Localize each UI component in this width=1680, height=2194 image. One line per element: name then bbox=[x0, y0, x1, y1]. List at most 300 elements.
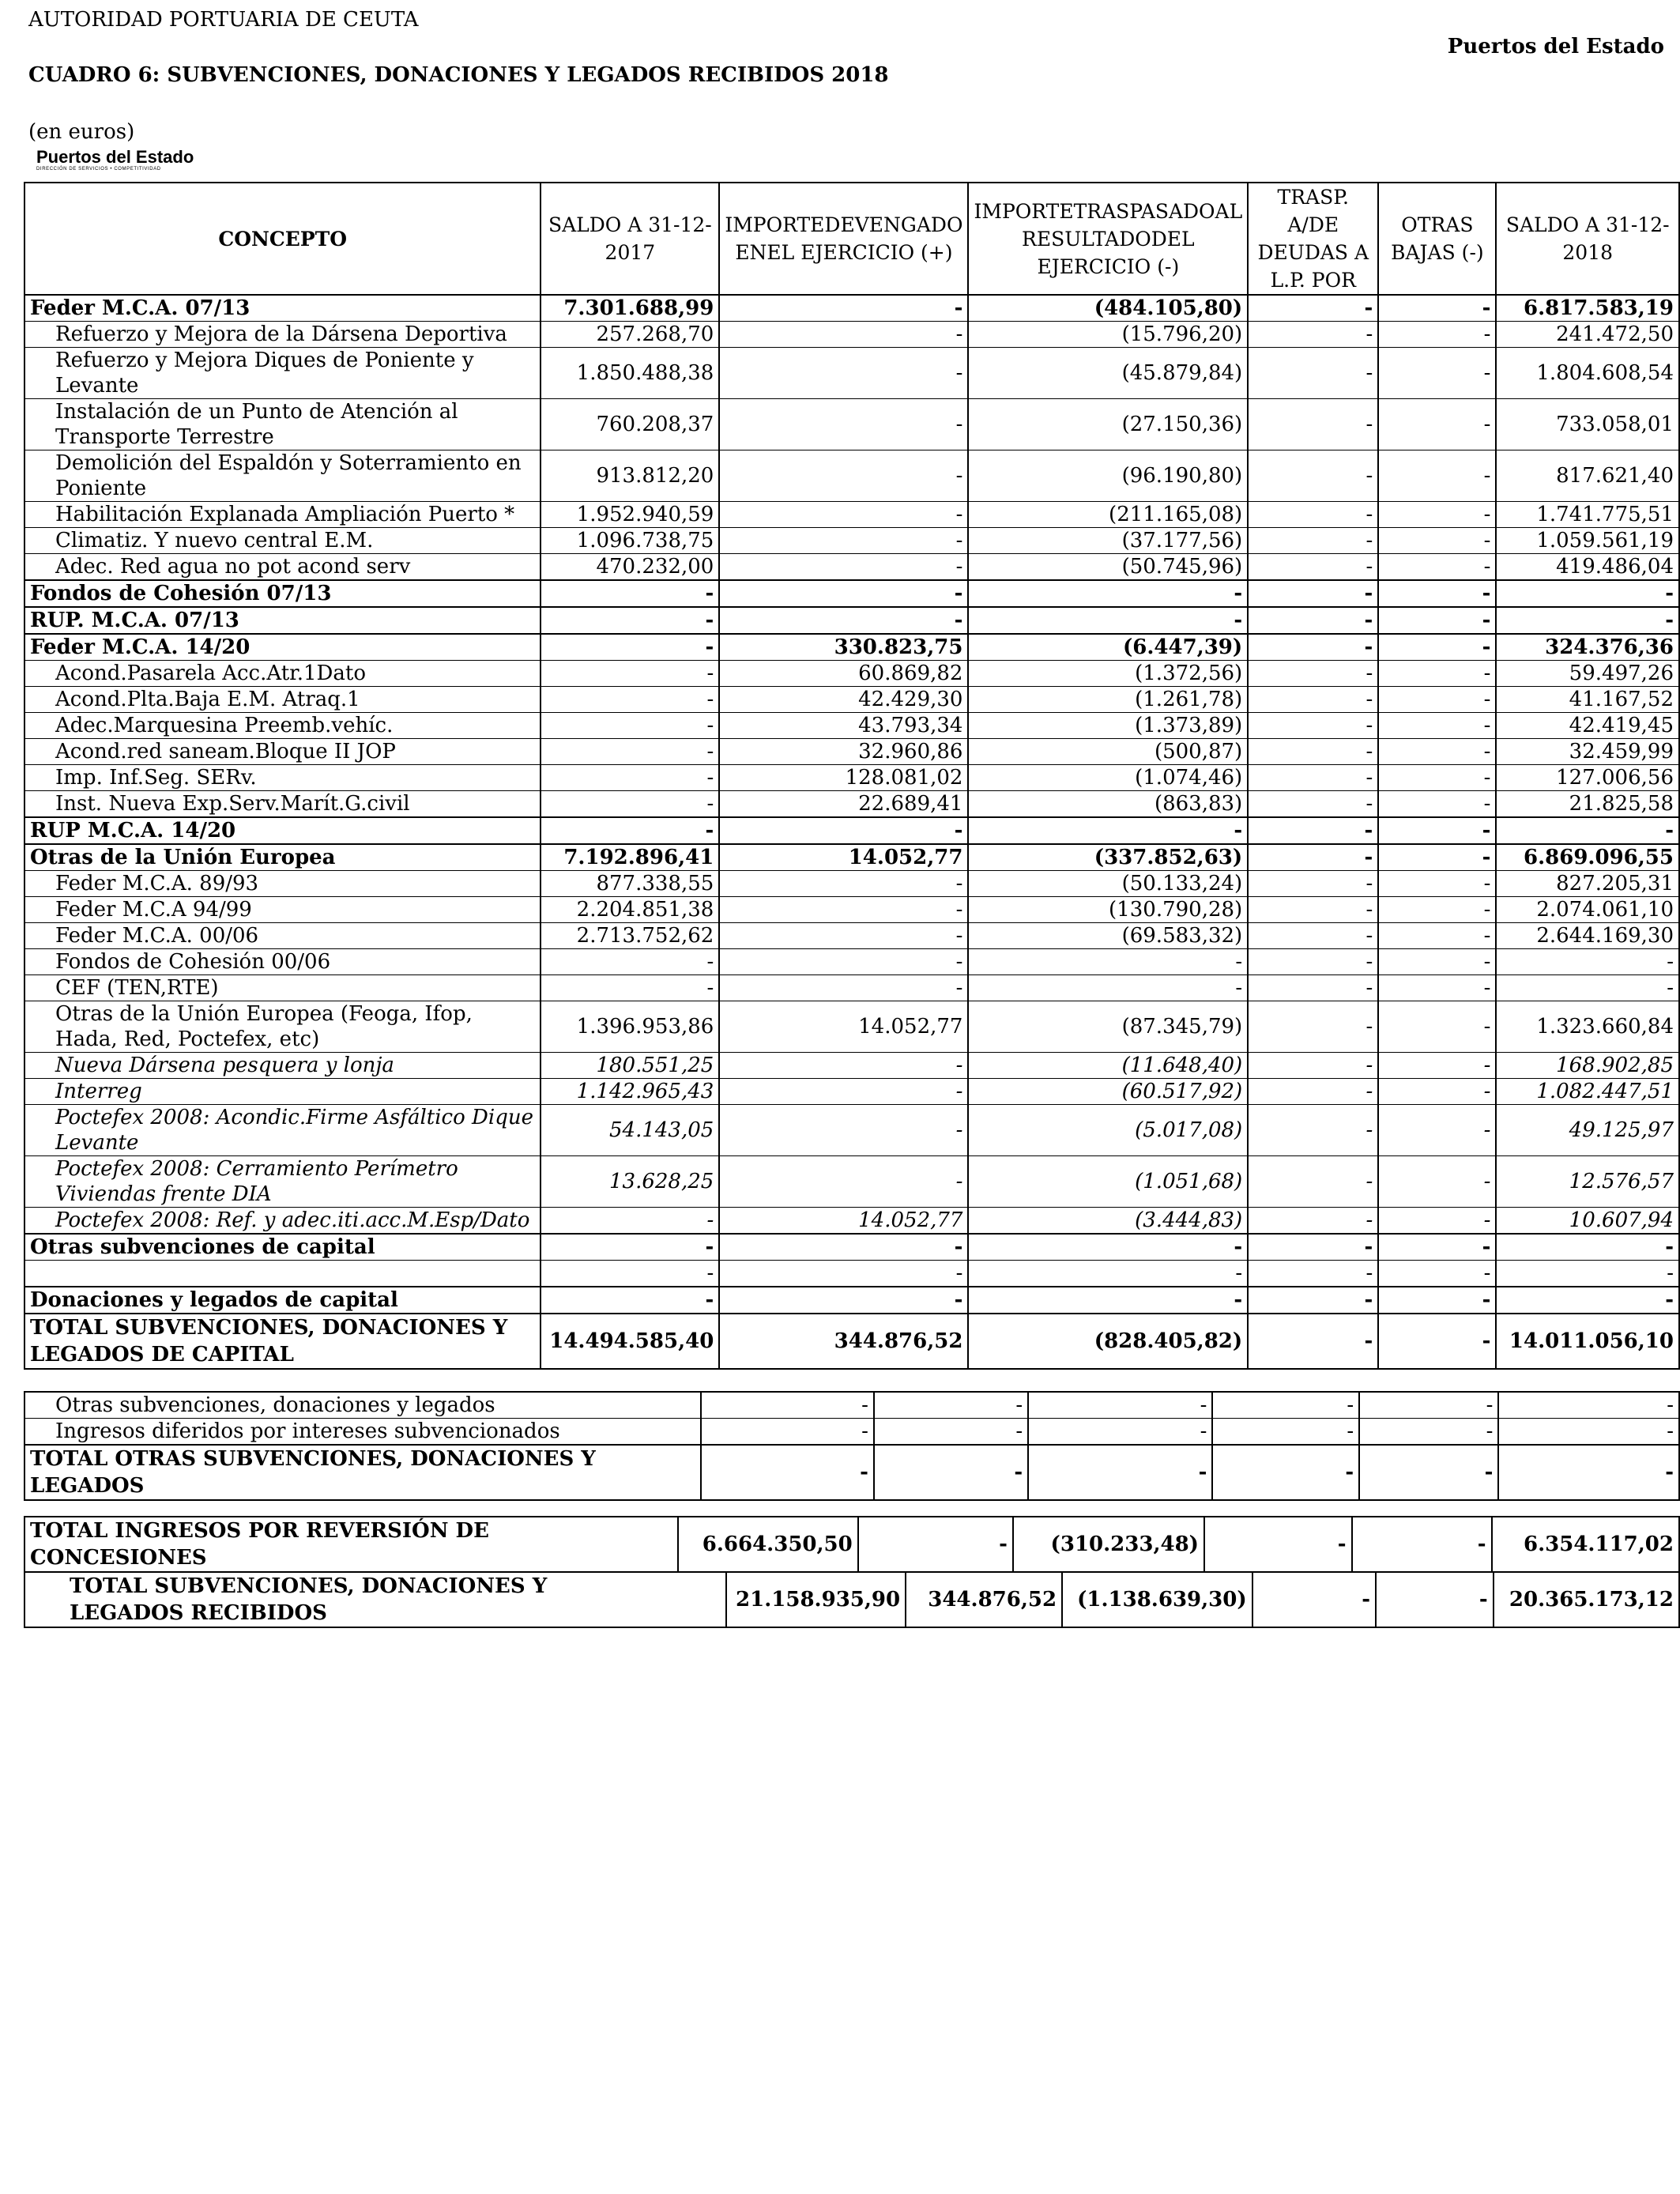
cell-saldo-2018: - bbox=[1496, 1234, 1679, 1261]
table-row bbox=[24, 1392, 1679, 1419]
cell-devengado: - bbox=[874, 1392, 1028, 1419]
row-concept: Feder M.C.A. 00/06 bbox=[24, 923, 541, 949]
cell-saldo-2018: - bbox=[1496, 817, 1679, 844]
cell-trasp-deudas: - bbox=[1248, 1234, 1378, 1261]
other-subsidies-table bbox=[24, 1391, 1680, 1501]
row-concept: TOTAL SUBVENCIONES, DONACIONES Y LEGADOS DE CAPITAL bbox=[24, 1314, 541, 1369]
cell-saldo-2018: - bbox=[1496, 949, 1679, 975]
cell-devengado: - bbox=[719, 554, 968, 581]
table-row bbox=[24, 817, 1679, 844]
cell-devengado: - bbox=[719, 295, 968, 322]
cell-devengado: 128.081,02 bbox=[719, 765, 968, 791]
cell-otras-bajas: - bbox=[1378, 1156, 1496, 1208]
cell-devengado: - bbox=[858, 1517, 1013, 1572]
cell-saldo-2017: 877.338,55 bbox=[541, 871, 719, 897]
cell-saldo-2018: 168.902,85 bbox=[1496, 1053, 1679, 1079]
cell-saldo-2018: 32.459,99 bbox=[1496, 739, 1679, 765]
cell-devengado: 344.876,52 bbox=[719, 1314, 968, 1369]
cell-otras-bajas: - bbox=[1378, 923, 1496, 949]
table-row bbox=[24, 1445, 1679, 1500]
cell-trasp-deudas: - bbox=[1248, 1105, 1378, 1156]
row-concept bbox=[24, 1261, 541, 1287]
header-concepto: CONCEPTO bbox=[24, 183, 541, 295]
cell-otras-bajas: - bbox=[1378, 1287, 1496, 1314]
cell-saldo-2017: 6.664.350,50 bbox=[678, 1517, 858, 1572]
cell-saldo-2017: - bbox=[541, 713, 719, 739]
table-row bbox=[24, 322, 1679, 348]
cell-saldo-2017: - bbox=[701, 1392, 874, 1419]
cell-saldo-2018: 419.486,04 bbox=[1496, 554, 1679, 581]
cell-saldo-2017: 257.268,70 bbox=[541, 322, 719, 348]
cell-traspasado: - bbox=[1028, 1392, 1212, 1419]
cell-saldo-2018: 827.205,31 bbox=[1496, 871, 1679, 897]
grand-total-row bbox=[24, 1572, 1679, 1627]
cell-devengado: - bbox=[719, 897, 968, 923]
row-concept: Demolición del Espaldón y Soterramiento en Poniente bbox=[24, 450, 541, 502]
cell-otras-bajas: - bbox=[1378, 502, 1496, 528]
cell-devengado: 43.793,34 bbox=[719, 713, 968, 739]
cell-saldo-2018: - bbox=[1498, 1419, 1679, 1446]
subsidies-table bbox=[24, 182, 1680, 1370]
cell-saldo-2018: - bbox=[1498, 1392, 1679, 1419]
cell-devengado: 42.429,30 bbox=[719, 687, 968, 713]
row-concept: Adec.Marquesina Preemb.vehíc. bbox=[24, 713, 541, 739]
cell-saldo-2018: 324.376,36 bbox=[1496, 634, 1679, 661]
cell-saldo-2017: - bbox=[701, 1445, 874, 1500]
table-row bbox=[24, 554, 1679, 581]
table-row bbox=[24, 1079, 1679, 1105]
table-row bbox=[24, 399, 1679, 450]
table-row bbox=[24, 1261, 1679, 1287]
table-row bbox=[24, 949, 1679, 975]
cell-otras-bajas: - bbox=[1378, 450, 1496, 502]
header-traspasado: IMPORTETRASPASADOAL RESULTADODEL EJERCICIO (-) bbox=[968, 183, 1248, 295]
cell-saldo-2018: 41.167,52 bbox=[1496, 687, 1679, 713]
cell-otras-bajas: - bbox=[1376, 1572, 1494, 1627]
cell-devengado: - bbox=[719, 502, 968, 528]
row-concept: Habilitación Explanada Ampliación Puerto * bbox=[24, 502, 541, 528]
row-concept: Acond.Pasarela Acc.Atr.1Dato bbox=[24, 661, 541, 687]
cell-saldo-2018: - bbox=[1496, 607, 1679, 634]
cell-traspasado: - bbox=[968, 949, 1248, 975]
cell-trasp-deudas: - bbox=[1212, 1419, 1359, 1446]
cell-traspasado: (27.150,36) bbox=[968, 399, 1248, 450]
cell-saldo-2018: 2.644.169,30 bbox=[1496, 923, 1679, 949]
table-row bbox=[24, 1001, 1679, 1053]
cell-otras-bajas: - bbox=[1378, 739, 1496, 765]
cell-devengado: - bbox=[719, 1105, 968, 1156]
cell-trasp-deudas: - bbox=[1248, 528, 1378, 554]
cell-devengado: - bbox=[719, 1156, 968, 1208]
cell-traspasado: (87.345,79) bbox=[968, 1001, 1248, 1053]
cell-trasp-deudas: - bbox=[1248, 661, 1378, 687]
cell-saldo-2018: 6.869.096,55 bbox=[1496, 844, 1679, 871]
row-concept: Poctefex 2008: Cerramiento Perímetro Viviendas frente DIA bbox=[24, 1156, 541, 1208]
cell-traspasado: (69.583,32) bbox=[968, 923, 1248, 949]
table-row bbox=[24, 1105, 1679, 1156]
cell-trasp-deudas: - bbox=[1248, 554, 1378, 581]
cell-otras-bajas: - bbox=[1359, 1392, 1498, 1419]
cell-otras-bajas: - bbox=[1378, 1208, 1496, 1235]
cell-devengado: - bbox=[719, 528, 968, 554]
header-otras-bajas: OTRAS BAJAS (-) bbox=[1378, 183, 1496, 295]
cell-devengado: 60.869,82 bbox=[719, 661, 968, 687]
cell-traspasado: (500,87) bbox=[968, 739, 1248, 765]
cell-devengado: 344.876,52 bbox=[906, 1572, 1062, 1627]
row-concept: Inst. Nueva Exp.Serv.Marít.G.civil bbox=[24, 791, 541, 818]
cell-saldo-2017: - bbox=[541, 687, 719, 713]
table-row bbox=[24, 975, 1679, 1001]
cell-devengado: - bbox=[719, 1079, 968, 1105]
cell-traspasado: (3.444,83) bbox=[968, 1208, 1248, 1235]
cell-traspasado: (5.017,08) bbox=[968, 1105, 1248, 1156]
other-subsidies-body bbox=[24, 1392, 1679, 1500]
cell-otras-bajas: - bbox=[1378, 817, 1496, 844]
table-row bbox=[24, 502, 1679, 528]
row-concept: Acond.Plta.Baja E.M. Atraq.1 bbox=[24, 687, 541, 713]
row-concept: Acond.red saneam.Bloque II JOP bbox=[24, 739, 541, 765]
cell-saldo-2017: - bbox=[541, 1234, 719, 1261]
cell-otras-bajas: - bbox=[1378, 1234, 1496, 1261]
cell-saldo-2018: 6.817.583,19 bbox=[1496, 295, 1679, 322]
cell-traspasado: - bbox=[968, 607, 1248, 634]
cell-saldo-2017: - bbox=[541, 949, 719, 975]
cell-saldo-2018: 733.058,01 bbox=[1496, 399, 1679, 450]
cell-devengado: - bbox=[719, 1287, 968, 1314]
cell-devengado: - bbox=[719, 1261, 968, 1287]
cell-devengado: - bbox=[719, 1053, 968, 1079]
cell-saldo-2017: 13.628,25 bbox=[541, 1156, 719, 1208]
cell-saldo-2017: - bbox=[541, 607, 719, 634]
cell-traspasado: (50.745,96) bbox=[968, 554, 1248, 581]
cell-traspasado: (45.879,84) bbox=[968, 348, 1248, 399]
cell-saldo-2018: 6.354.117,02 bbox=[1492, 1517, 1679, 1572]
cell-trasp-deudas: - bbox=[1248, 1156, 1378, 1208]
cell-saldo-2017: 54.143,05 bbox=[541, 1105, 719, 1156]
header-saldo-2017: SALDO A 31-12-2017 bbox=[541, 183, 719, 295]
cell-saldo-2017: - bbox=[541, 1261, 719, 1287]
row-concept: Otras de la Unión Europea (Feoga, Ifop, Hada, Red, Poctefex, etc) bbox=[24, 1001, 541, 1053]
cell-traspasado: (1.051,68) bbox=[968, 1156, 1248, 1208]
cell-trasp-deudas: - bbox=[1248, 1314, 1378, 1369]
row-concept: Adec. Red agua no pot acond serv bbox=[24, 554, 541, 581]
cell-saldo-2018: 21.825,58 bbox=[1496, 791, 1679, 818]
cell-saldo-2018: - bbox=[1496, 1261, 1679, 1287]
cell-saldo-2017: - bbox=[541, 739, 719, 765]
cell-saldo-2018: - bbox=[1496, 975, 1679, 1001]
table-row bbox=[24, 844, 1679, 871]
cell-traspasado: (50.133,24) bbox=[968, 871, 1248, 897]
cell-traspasado: - bbox=[968, 975, 1248, 1001]
row-concept: Instalación de un Punto de Atención al Transporte Terrestre bbox=[24, 399, 541, 450]
cell-trasp-deudas: - bbox=[1248, 399, 1378, 450]
row-concept: CEF (TEN,RTE) bbox=[24, 975, 541, 1001]
table-row bbox=[24, 295, 1679, 322]
cell-trasp-deudas: - bbox=[1248, 844, 1378, 871]
cell-saldo-2018: 20.365.173,12 bbox=[1494, 1572, 1679, 1627]
row-concept: Otras de la Unión Europea bbox=[24, 844, 541, 871]
cell-otras-bajas: - bbox=[1378, 580, 1496, 607]
cell-otras-bajas: - bbox=[1378, 1053, 1496, 1079]
cell-saldo-2018: 59.497,26 bbox=[1496, 661, 1679, 687]
row-concept: Fondos de Cohesión 00/06 bbox=[24, 949, 541, 975]
cell-otras-bajas: - bbox=[1378, 975, 1496, 1001]
cell-trasp-deudas: - bbox=[1248, 713, 1378, 739]
cell-traspasado: (37.177,56) bbox=[968, 528, 1248, 554]
cell-devengado: 14.052,77 bbox=[719, 1001, 968, 1053]
cell-trasp-deudas: - bbox=[1248, 923, 1378, 949]
cell-traspasado: (1.373,89) bbox=[968, 713, 1248, 739]
cell-trasp-deudas: - bbox=[1248, 322, 1378, 348]
cell-saldo-2017: - bbox=[541, 661, 719, 687]
cell-traspasado: - bbox=[968, 1234, 1248, 1261]
cell-traspasado: - bbox=[968, 1261, 1248, 1287]
cell-trasp-deudas: - bbox=[1248, 450, 1378, 502]
cell-trasp-deudas: - bbox=[1248, 817, 1378, 844]
cell-traspasado: (828.405,82) bbox=[968, 1314, 1248, 1369]
cell-saldo-2017: - bbox=[541, 580, 719, 607]
cell-otras-bajas: - bbox=[1378, 634, 1496, 661]
cell-traspasado: - bbox=[968, 817, 1248, 844]
cell-traspasado: (484.105,80) bbox=[968, 295, 1248, 322]
cell-trasp-deudas: - bbox=[1248, 871, 1378, 897]
row-concept: RUP M.C.A. 14/20 bbox=[24, 817, 541, 844]
cell-saldo-2017: 14.494.585,40 bbox=[541, 1314, 719, 1369]
header-devengado: IMPORTEDEVENGADO ENEL EJERCICIO (+) bbox=[719, 183, 968, 295]
cell-saldo-2017: - bbox=[541, 765, 719, 791]
cell-saldo-2018: 42.419,45 bbox=[1496, 713, 1679, 739]
cell-saldo-2017: - bbox=[541, 1208, 719, 1235]
cell-devengado: - bbox=[874, 1445, 1028, 1500]
cell-otras-bajas: - bbox=[1378, 1079, 1496, 1105]
cell-otras-bajas: - bbox=[1378, 687, 1496, 713]
cell-otras-bajas: - bbox=[1378, 1105, 1496, 1156]
cell-saldo-2017: - bbox=[541, 791, 719, 818]
cell-traspasado: (6.447,39) bbox=[968, 634, 1248, 661]
cell-otras-bajas: - bbox=[1378, 949, 1496, 975]
grand-total-table bbox=[24, 1571, 1680, 1628]
cell-saldo-2018: 14.011.056,10 bbox=[1496, 1314, 1679, 1369]
cell-traspasado: (1.261,78) bbox=[968, 687, 1248, 713]
cell-otras-bajas: - bbox=[1378, 791, 1496, 818]
cell-traspasado: (1.138.639,30) bbox=[1062, 1572, 1252, 1627]
table-row bbox=[24, 450, 1679, 502]
table-row bbox=[24, 1156, 1679, 1208]
cell-devengado: - bbox=[719, 1234, 968, 1261]
table-row bbox=[24, 1234, 1679, 1261]
row-concept: Imp. Inf.Seg. SERv. bbox=[24, 765, 541, 791]
table-row bbox=[24, 1053, 1679, 1079]
concessions-total-table bbox=[24, 1516, 1680, 1573]
header-saldo-2018: SALDO A 31-12-2018 bbox=[1496, 183, 1679, 295]
cell-otras-bajas: - bbox=[1378, 713, 1496, 739]
cell-saldo-2017: 913.812,20 bbox=[541, 450, 719, 502]
cell-saldo-2017: - bbox=[541, 975, 719, 1001]
cell-otras-bajas: - bbox=[1378, 528, 1496, 554]
cell-saldo-2017: - bbox=[701, 1419, 874, 1446]
cell-traspasado: (96.190,80) bbox=[968, 450, 1248, 502]
cell-saldo-2018: - bbox=[1496, 580, 1679, 607]
cell-devengado: - bbox=[719, 607, 968, 634]
cell-devengado: - bbox=[719, 348, 968, 399]
cell-saldo-2017: - bbox=[541, 1287, 719, 1314]
cell-devengado: - bbox=[719, 949, 968, 975]
cell-otras-bajas: - bbox=[1378, 348, 1496, 399]
row-concept: Interreg bbox=[24, 1079, 541, 1105]
table-row bbox=[24, 580, 1679, 607]
cell-devengado: - bbox=[719, 923, 968, 949]
cell-otras-bajas: - bbox=[1378, 1261, 1496, 1287]
cell-trasp-deudas: - bbox=[1248, 765, 1378, 791]
row-concept: Climatiz. Y nuevo central E.M. bbox=[24, 528, 541, 554]
cell-trasp-deudas: - bbox=[1248, 949, 1378, 975]
row-concept: Otras subvenciones de capital bbox=[24, 1234, 541, 1261]
table-body bbox=[24, 295, 1679, 1369]
cell-otras-bajas: - bbox=[1378, 897, 1496, 923]
cell-traspasado: (60.517,92) bbox=[968, 1079, 1248, 1105]
cell-saldo-2018: 1.059.561,19 bbox=[1496, 528, 1679, 554]
cell-devengado: 14.052,77 bbox=[719, 844, 968, 871]
cell-saldo-2017: - bbox=[541, 817, 719, 844]
row-concept: Feder M.C.A. 07/13 bbox=[24, 295, 541, 322]
cell-saldo-2018: 1.082.447,51 bbox=[1496, 1079, 1679, 1105]
cell-saldo-2017: - bbox=[541, 634, 719, 661]
cell-traspasado: (337.852,63) bbox=[968, 844, 1248, 871]
cell-devengado: - bbox=[719, 580, 968, 607]
table-header-row bbox=[24, 183, 1679, 295]
cell-saldo-2017: 21.158.935,90 bbox=[726, 1572, 906, 1627]
organization-name: AUTORIDAD PORTUARIA DE CEUTA bbox=[28, 8, 419, 32]
row-concept: Ingresos diferidos por intereses subvencionados bbox=[24, 1419, 701, 1446]
cell-otras-bajas: - bbox=[1352, 1517, 1492, 1572]
cell-traspasado: (1.074,46) bbox=[968, 765, 1248, 791]
cell-saldo-2018: - bbox=[1498, 1445, 1679, 1500]
cell-saldo-2017: 7.301.688,99 bbox=[541, 295, 719, 322]
cell-saldo-2017: 1.142.965,43 bbox=[541, 1079, 719, 1105]
cell-saldo-2017: 470.232,00 bbox=[541, 554, 719, 581]
cell-trasp-deudas: - bbox=[1248, 687, 1378, 713]
table-row bbox=[24, 634, 1679, 661]
row-concept: Poctefex 2008: Ref. y adec.iti.acc.M.Esp/Dato bbox=[24, 1208, 541, 1235]
row-concept: TOTAL INGRESOS POR REVERSIÓN DE CONCESIONES bbox=[24, 1517, 678, 1572]
table-row bbox=[24, 791, 1679, 818]
cell-saldo-2018: 817.621,40 bbox=[1496, 450, 1679, 502]
row-concept: Feder M.C.A 94/99 bbox=[24, 897, 541, 923]
cell-otras-bajas: - bbox=[1378, 607, 1496, 634]
cell-otras-bajas: - bbox=[1378, 871, 1496, 897]
table-row bbox=[24, 871, 1679, 897]
table-row bbox=[24, 661, 1679, 687]
row-concept: Feder M.C.A. 14/20 bbox=[24, 634, 541, 661]
table-row bbox=[24, 1287, 1679, 1314]
cell-saldo-2017: 1.850.488,38 bbox=[541, 348, 719, 399]
table-row bbox=[24, 765, 1679, 791]
cell-traspasado: (15.796,20) bbox=[968, 322, 1248, 348]
cell-trasp-deudas: - bbox=[1248, 295, 1378, 322]
table-row bbox=[24, 713, 1679, 739]
table-row bbox=[24, 897, 1679, 923]
units-note: (en euros) bbox=[28, 120, 135, 144]
cell-devengado: - bbox=[719, 399, 968, 450]
cell-traspasado: - bbox=[968, 1287, 1248, 1314]
cell-trasp-deudas: - bbox=[1204, 1517, 1352, 1572]
row-concept: TOTAL OTRAS SUBVENCIONES, DONACIONES Y LEGADOS bbox=[24, 1445, 701, 1500]
cell-devengado: - bbox=[719, 817, 968, 844]
logo-text: Puertos del Estado bbox=[36, 147, 194, 167]
cell-trasp-deudas: - bbox=[1248, 1001, 1378, 1053]
cell-devengado: - bbox=[719, 871, 968, 897]
cell-devengado: - bbox=[719, 450, 968, 502]
cell-saldo-2018: 2.074.061,10 bbox=[1496, 897, 1679, 923]
row-concept: Otras subvenciones, donaciones y legados bbox=[24, 1392, 701, 1419]
cell-devengado: - bbox=[874, 1419, 1028, 1446]
cell-trasp-deudas: - bbox=[1252, 1572, 1376, 1627]
logo-subtitle: DIRECCIÓN DE SERVICIOS • COMPETITIVIDAD bbox=[36, 167, 161, 172]
cell-trasp-deudas: - bbox=[1212, 1392, 1359, 1419]
table-row bbox=[24, 1314, 1679, 1369]
cell-otras-bajas: - bbox=[1378, 322, 1496, 348]
puertos-logo bbox=[36, 149, 194, 172]
cell-trasp-deudas: - bbox=[1248, 348, 1378, 399]
concessions-total-row bbox=[24, 1517, 1679, 1572]
cell-trasp-deudas: - bbox=[1248, 580, 1378, 607]
cell-otras-bajas: - bbox=[1378, 399, 1496, 450]
cell-trasp-deudas: - bbox=[1248, 502, 1378, 528]
cell-saldo-2017: 1.096.738,75 bbox=[541, 528, 719, 554]
cell-saldo-2017: 2.713.752,62 bbox=[541, 923, 719, 949]
cell-trasp-deudas: - bbox=[1248, 607, 1378, 634]
cell-saldo-2018: 12.576,57 bbox=[1496, 1156, 1679, 1208]
brand-name: Puertos del Estado bbox=[1447, 35, 1664, 58]
cell-devengado: 330.823,75 bbox=[719, 634, 968, 661]
cell-traspasado: - bbox=[1028, 1445, 1212, 1500]
cell-saldo-2018: 127.006,56 bbox=[1496, 765, 1679, 791]
cell-otras-bajas: - bbox=[1378, 1001, 1496, 1053]
row-concept: Refuerzo y Mejora de la Dársena Deportiva bbox=[24, 322, 541, 348]
cell-saldo-2018: 1.804.608,54 bbox=[1496, 348, 1679, 399]
cell-traspasado: - bbox=[968, 580, 1248, 607]
cell-saldo-2018: 241.472,50 bbox=[1496, 322, 1679, 348]
cell-trasp-deudas: - bbox=[1248, 1261, 1378, 1287]
cell-otras-bajas: - bbox=[1378, 661, 1496, 687]
header-trasp-deudas: TRASP. A/DE DEUDAS A L.P. POR bbox=[1248, 183, 1378, 295]
cell-traspasado: (130.790,28) bbox=[968, 897, 1248, 923]
cell-otras-bajas: - bbox=[1378, 844, 1496, 871]
cell-saldo-2017: 7.192.896,41 bbox=[541, 844, 719, 871]
table-row bbox=[24, 739, 1679, 765]
row-concept: TOTAL SUBVENCIONES, DONACIONES Y LEGADOS RECIBIDOS bbox=[24, 1572, 726, 1627]
cell-trasp-deudas: - bbox=[1248, 791, 1378, 818]
cell-devengado: 32.960,86 bbox=[719, 739, 968, 765]
cell-saldo-2017: 1.952.940,59 bbox=[541, 502, 719, 528]
cell-saldo-2018: 49.125,97 bbox=[1496, 1105, 1679, 1156]
cell-saldo-2018: 10.607,94 bbox=[1496, 1208, 1679, 1235]
cell-traspasado: (11.648,40) bbox=[968, 1053, 1248, 1079]
cell-otras-bajas: - bbox=[1359, 1445, 1498, 1500]
cell-trasp-deudas: - bbox=[1248, 1053, 1378, 1079]
cell-saldo-2017: 760.208,37 bbox=[541, 399, 719, 450]
table-row bbox=[24, 1208, 1679, 1235]
cell-devengado: - bbox=[719, 322, 968, 348]
cell-otras-bajas: - bbox=[1378, 554, 1496, 581]
cell-traspasado: (211.165,08) bbox=[968, 502, 1248, 528]
cell-trasp-deudas: - bbox=[1248, 897, 1378, 923]
row-concept: Feder M.C.A. 89/93 bbox=[24, 871, 541, 897]
row-concept: RUP. M.C.A. 07/13 bbox=[24, 607, 541, 634]
cell-trasp-deudas: - bbox=[1212, 1445, 1359, 1500]
cell-saldo-2017: 2.204.851,38 bbox=[541, 897, 719, 923]
cell-traspasado: - bbox=[1028, 1419, 1212, 1446]
